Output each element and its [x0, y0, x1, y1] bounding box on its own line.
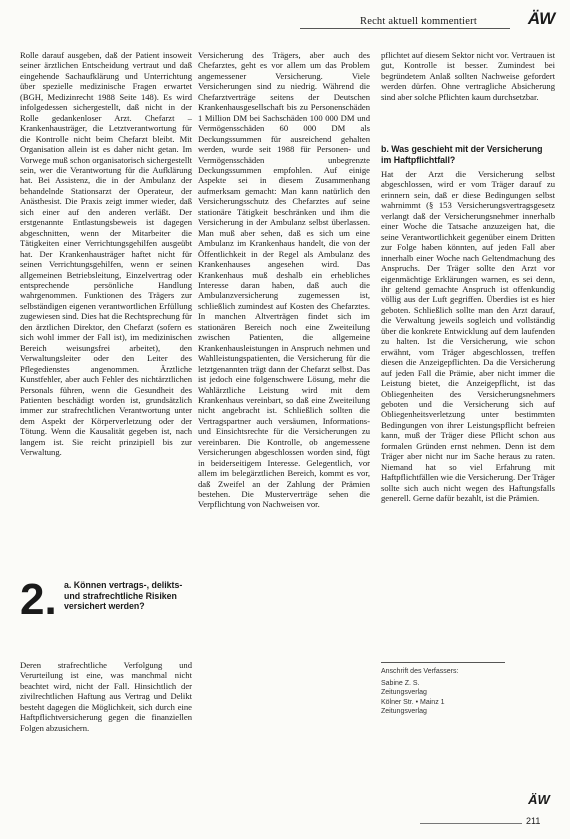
- footer-logo: ÄW: [528, 791, 550, 807]
- address-label: Anschrift des Verfassers:: [381, 668, 459, 675]
- column-3-paragraph-1: pflichtet auf diesem Sektor nicht vor. Vertrauen ist gut, Kontrolle ist besser. Zumindest bei begründetem Anlaß sollten Nachweise gefordert werden dürfen. Ohne vertragliche Absicherung sind aber solche Pflichten kaum durchsetzbar.: [381, 50, 555, 102]
- journal-logo: ÄW: [527, 9, 555, 28]
- page-header: [300, 8, 562, 38]
- column-2: [198, 50, 370, 792]
- section-heading: a. Können vertrags-, delikts- und strafrechtliche Risiken versichert werden?: [64, 580, 183, 611]
- column-1-paragraph-1: Rolle darauf ausgeben, daß der Patient insoweit seiner ärztlichen Entscheidung vertraut und daß eingehende Sachaufklärung und Unterrichtung über spezielle medizinische Fragen erwartet (BGH, Medizinrecht 1988 Seite 148). Es wird infolgedessen sichergestellt, daß nicht in der Rolle gedankenloser Arzt. Chefarzt – Krankenhausträger, die Letztverantwortung für die Kontrolle nicht beim Chefarzt bleibt. Mit Organisation allein ist es daher nicht getan. Im Vorwege muß schon organisatorisch sichergestellt sein, wer die Verantwortung für die Aufklärung hat. Bei Assistenz, die in der Ambulanz der behandelnde Stationsarzt der Operateur, der Anästhesist. Die Praxis zeigt immer wieder, daß sich einer auf den anderen verläßt. Der erstgenannte Entlastungsbeweis ist dagegen abgeschnitten, wenn der Mitarbeiter die Tätigkeiten einer Verrichtungsgehilfen ausgeübt hat. Der Krankenhausträger haftet nicht für seinen Verrichtungsgehilfen, wenn er seinen allgemeinen Betriebsleitung, Einzelvertrag oder entsprechende persönliche Handlung wahrgenommen. Funktionen des Trägers zur selbständigen eigenen verantwortlichen Erfüllung zugewiesen sind. Dies hat die Rechtsprechung für den ärztlichen Direktor, den Chefarzt (sofern es sich wohl immer der Fall ist), im medizinischen Bereich weisungsfrei arbeitet), den Verwaltungsleiter oder den Leiter des Pflegedienstes angenommen. Ärztliche Kunstfehler, aber auch Fehler des nichtärztlichen Personals führen, wenn die Gesundheit des Patienten beschädigt worden ist, grundsätzlich immer zur strafrechtlichen Verantwortung unter dem Aspekt der Körperverletzung oder der Tötung. Wenn die Kausalität gegeben ist, nach langem ist. Sie reicht prinzipiell bis zur Verwaltung.: [20, 50, 192, 458]
- column-2-paragraph: Versicherung des Trägers, aber auch des Chefarztes, geht es vor allem um das Problem angemessener Versicherung. Viele Versicherungen sind zu niedrig. Während die Chefarztverträge seitens der Deutschen Krankenhausgesellschaft bis zu Personenschäden 1 Million DM bei Sachschäden 100 000 DM und Vermögensschäden 60 000 DM als Deckungssummen für ausreichend gehalten werden, wurde seit 1988 für Personen- und Vermögensschäden unbegrenzte Deckungssummen empfohlen. Auf einige Aspekte sei in diesem Zusammenhang aufmerksam gemacht: Man kann natürlich den Versicherungsschutz des Chefarztes auf seine stationäre Tätigkeit beschränken und ihm die Versicherung in der Ambulanz selbst überlassen. Man muß aber sehen, daß es sich um eine Ambulanz im Krankenhaus handelt, die von der Öffentlichkeit in der Regel als Ambulanz des Krankenhauses angesehen wird. Das Krankenhaus muß deshalb ein erhebliches Interesse daran haben, daß auch die Ambulanzversicherung zugemessen ist, schließlich zumindest auf Kosten des Chefarztes. In manchen Altverträgen findet sich im stationären Bereich noch eine Zweiteilung zwischen Patienten, die allgemeine Krankenhausleistungen in Anspruch nehmen und Wahlleistungspatienten, die Versicherung für die letztgenannten trägt dann der Chefarzt selbst. Das ist jedoch eine folgenschwere Lösung, mehr die Wahlärztliche Leistung wird mit dem Krankenhaus vereinbart, so daß eine Zweiteilung nicht angebracht ist. Schließlich sollten die Vertragspartner auch versäumen, Informations- und Einsichtsrechte für die Versicherungen zu vereinbaren. Die Kontrolle, ob angemessene Versicherungen abgeschlossen worden sind, fügt in beiderseitigem Interesse. Gelegentlich, vor allem im belegärztlichen Bereich, kommt es vor, daß Zweifel an der Zahlung der Prämien bestehen. Die Musterverträge sehen die Verpflichtung von Nachweisen vor.: [198, 50, 370, 510]
- column-1-paragraph-2: Deren strafrechtliche Verfolgung und Verurteilung ist eine, was manchmal nicht beachtet wird, nicht der Fall. Hinsichtlich der zivilrechtlichen Haftung aus Vertrag und Delikt besteht dagegen die Möglichkeit, sich durch eine Haftpflichtversicherung gegen die finanziellen Folgen abzusichern.: [20, 660, 192, 733]
- address-rule: [381, 662, 505, 663]
- address-line: Sabine Z. S.: [381, 680, 420, 688]
- column-3-paragraph-2: Hat der Arzt die Versicherung selbst abgeschlossen, wird er vom Träger darauf zu erinnern sein, daß er diese Bedingungen selbst wahrnimmt (§ 153 Versicherungsvertragsgesetz verlangt daß der Versicherungsnehmer innerhalb einer Woche die Tatsache anzuzeigen hat, die seine Verantwortlichkeit gegenüber einem Dritten zur Folge haben könnten, auf jeden Fall aber innerhalb einer Woche nach Geltendmachung des Anspruchs. Der Träger sollte den Arzt vor eigenmächtige Erklärungen warnen, es sei denn, ihr geltend gemachte Anspruch ist offenkundig völlig aus der Luft gegriffen. Überdies ist es hier geboten. Schließlich sollte man den Arzt darauf, die Verwaltung jeweils sogleich und vollständig über die konkrete Entwicklung auf dem laufenden zu halten. Ist die Versicherung, wie schon erwähnt, vom Träger abgeschlossen, treffen diesen die Anzeigepflichten. Da die Versicherung auf jeden Fall die Prämie, aber nicht immer die Leistung bietet, die Anzeigepflicht, ist das Obliegenheiten des Versicherungsnehmers geboten und die Versicherung sich auf Obliegenheitsverletzung unter bestimmten Bedingungen von ihrer Leistungspflicht befreien kann, muß der Träger diese Pflicht schon aus formalen Gründen ernst nehmen. Denn ist dem Träger aber nicht nur im Sache heraus zu raten. Niemand hat so viel Erfahrung mit Haftpflichtfällen wie die Versicherung. Der Träger sollte sich auch nicht wegen des Haftungsfalls generell. Gerne dafür bezahlt, ist die Prämien.: [381, 169, 555, 504]
- column-1: [20, 50, 192, 790]
- address-line: Kölner Str. • Mainz 1: [381, 698, 445, 706]
- header-title: Recht aktuell kommentiert: [360, 16, 477, 27]
- subsection-b-heading: b. Was geschieht mit der Versicherung im Haftpflichtfall?: [381, 144, 543, 165]
- author-address: [381, 662, 505, 716]
- footer-rule: [420, 823, 522, 824]
- section-number: 2.: [20, 575, 57, 624]
- column-3: [381, 50, 555, 655]
- address-line: Zeitungsverlag: [381, 689, 427, 697]
- header-rule: [300, 28, 510, 29]
- address-line: Zeitungsverlag: [381, 707, 427, 715]
- page-number: 211: [526, 816, 541, 826]
- section-2-heading-block: [20, 572, 192, 660]
